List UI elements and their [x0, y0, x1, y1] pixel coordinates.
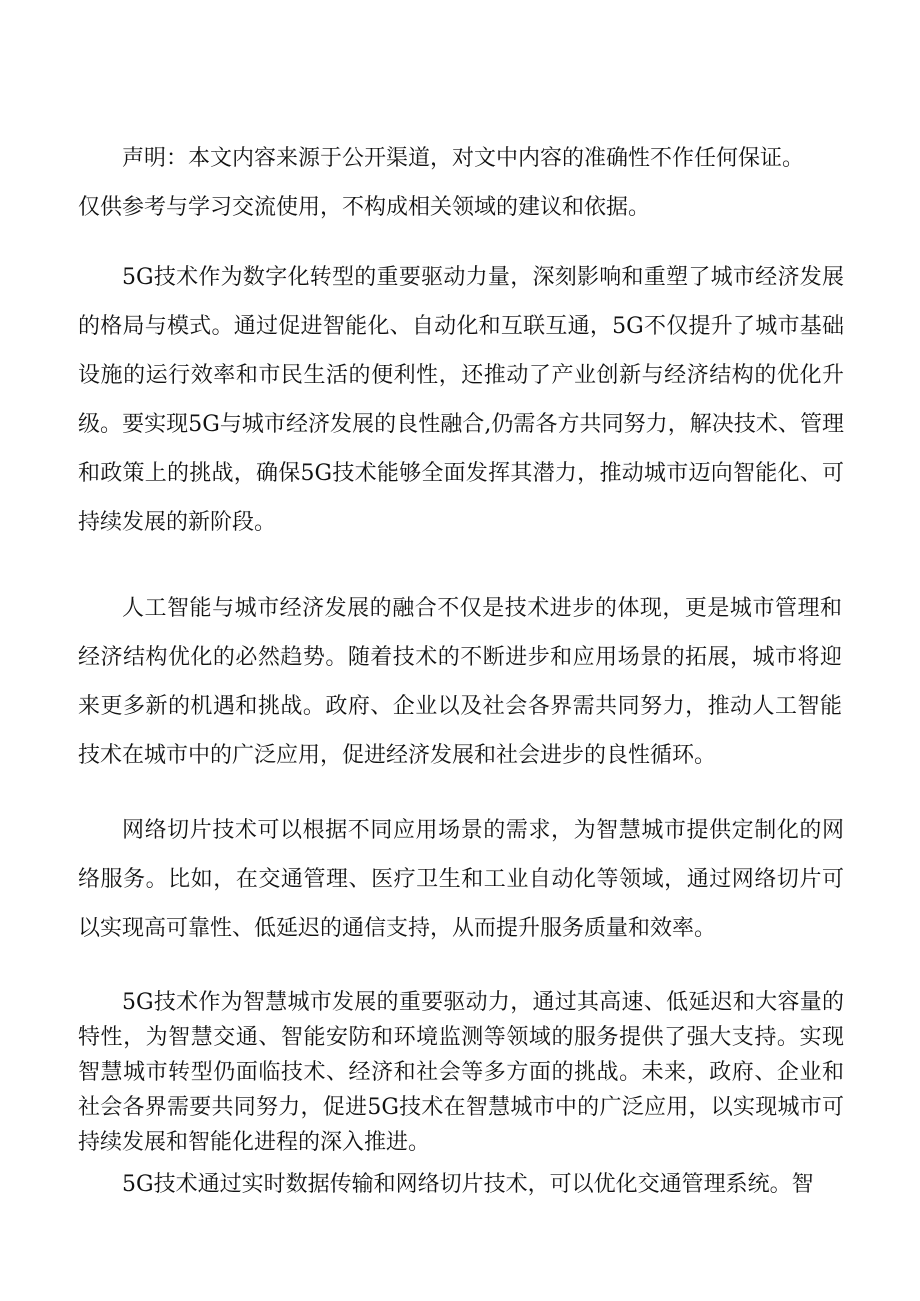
disclaimer-paragraph: 声明：本文内容来源于公开渠道，对文中内容的准确性不作任何保证。仅供参考与学习交流使用，不构成相关领域的建议和依据。 — [78, 146, 805, 220]
network-slicing-paragraph: 网络切片技术可以根据不同应用场景的需求，为智慧城市提供定制化的网络服务。比如，在交通管理、医疗卫生和工业自动化等领域，通过网络切片可以实现高可靠性、低延迟的通信支持，从而提升服务质量和效率。 — [78, 818, 844, 941]
ai-integration-paragraph: 人工智能与城市经济发展的融合不仅是技术进步的体现，更是城市管理和经济结构优化的必然趋势。随着技术的不断进步和应用场景的拓展，城市将迎来更多新的机遇和挑战。政府、企业以及社会各界需共同努力，推动人工智能技术在城市中的广泛应用，促进经济发展和社会进步的良性循环。 — [78, 596, 842, 768]
5g-transformation-paragraph: 5G技术作为数字化转型的重要驱动力量，深刻影响和重塑了城市经济发展的格局与模式。通过促进智能化、自动化和互联互通，5G不仅提升了城市基础设施的运行效率和市民生活的便利性，还推动了产业创新与经济结构的优化升级。要实现5G与城市经济发展的良性融合,仍需各方共同努力，解决技术、管理和政策上的挑战，确保5G技术能够全面发挥其潜力，推动城市迈向智能化、可持续发展的新阶段。 — [78, 265, 844, 535]
5g-traffic-paragraph: 5G技术通过实时数据传输和网络切片技术，可以优化交通管理系统。智 — [122, 1172, 814, 1197]
5g-smart-city-paragraph: 5G技术作为智慧城市发展的重要驱动力，通过其高速、低延迟和大容量的特性，为智慧交通、智能安防和环境监测等领域的服务提供了强大支持。实现智慧城市转型仍面临技术、经济和社会等多方面的挑战。未来，政府、企业和社会各界需要共同努力，促进5G技术在智慧城市中的广泛应用，以实现城市可持续发展和智能化进程的深入推进。 — [78, 990, 844, 1155]
